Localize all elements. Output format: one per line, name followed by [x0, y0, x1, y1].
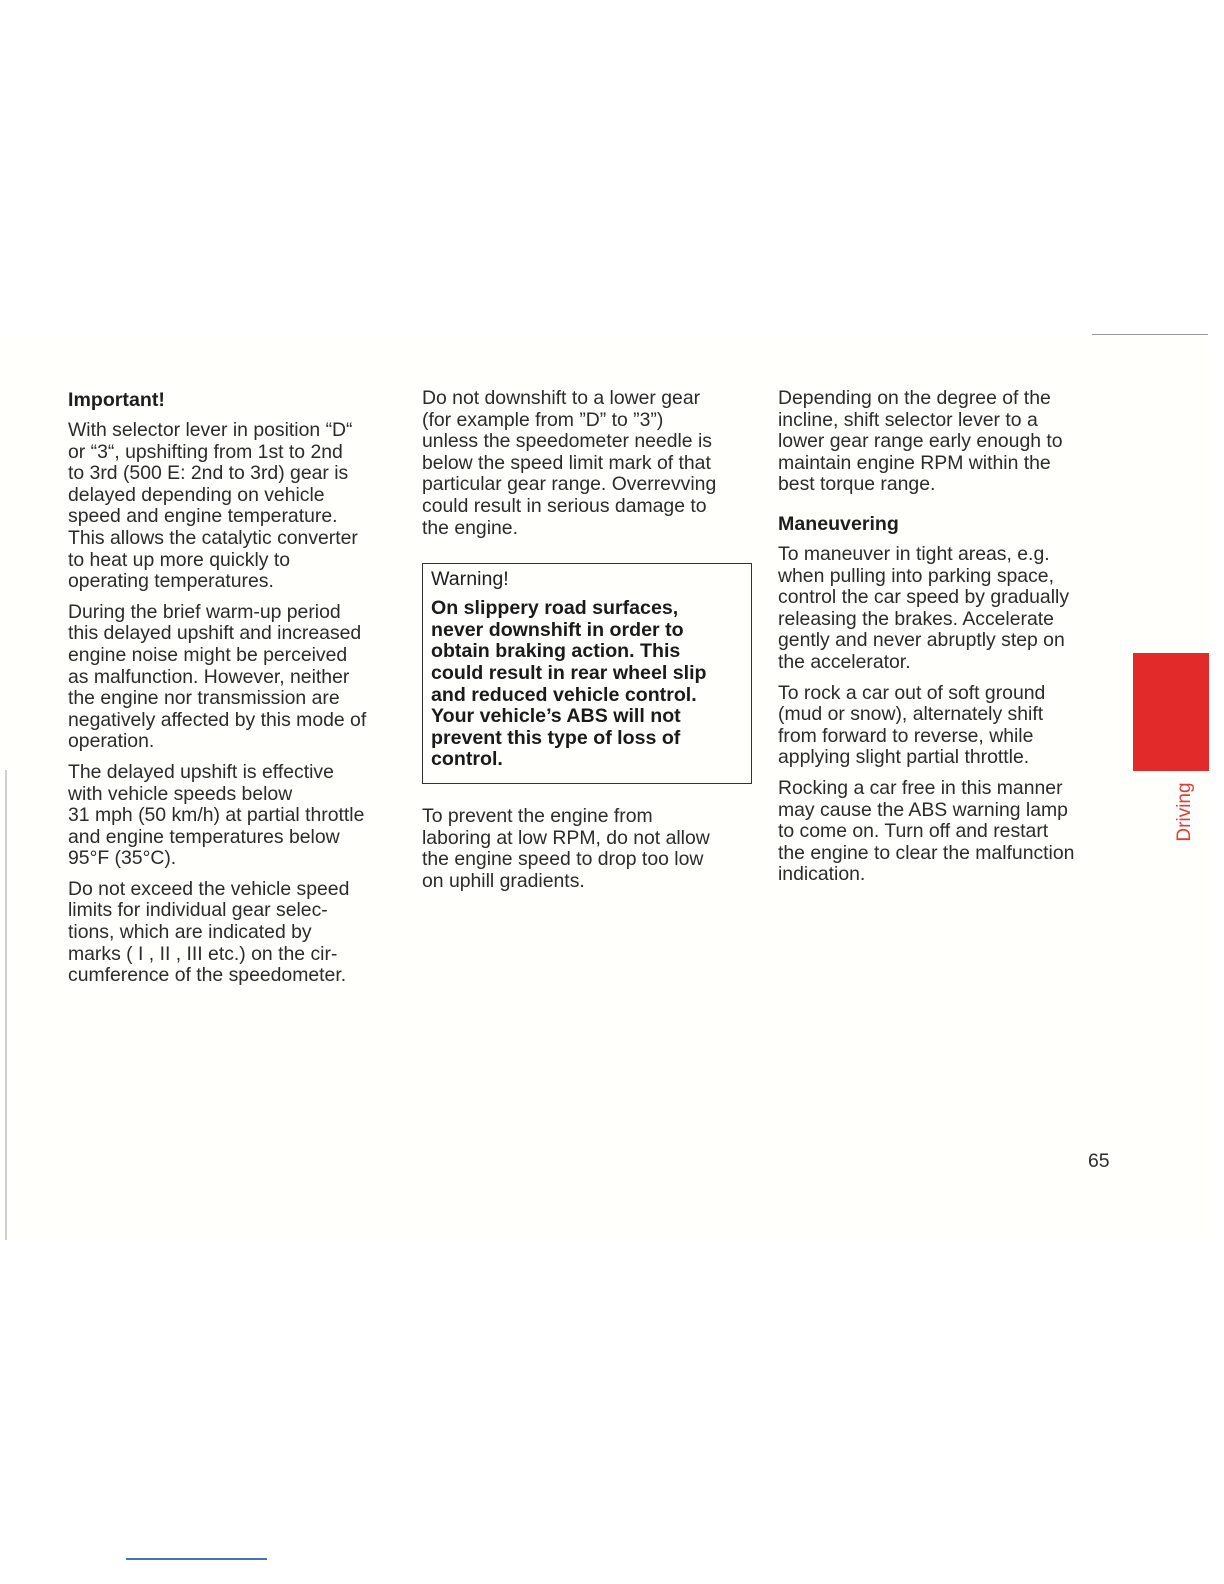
bottom-edge-line	[126, 1558, 267, 1560]
paragraph-abs-lamp: Rocking a car free in this manner may cause the ABS warning lamp to come on. Turn off and restart the engine to clear the malfunction indication.	[778, 776, 1075, 886]
column-important	[68, 388, 408, 996]
paragraph-engine-laboring: To prevent the engine from laboring at low RPM, do not allow the engine speed to drop too low on uphill gradients.	[422, 804, 710, 892]
paragraph-rocking: To rock a car out of soft ground (mud or snow), alternately shift from forward to reverse, while applying slight partial throttle.	[778, 681, 1046, 769]
binding-edge-line	[5, 770, 7, 1240]
section-label-driving: Driving	[1174, 782, 1195, 842]
paragraph-tight-areas: To maneuver in tight areas, e.g. when pulling into parking space, control the car speed by gradually releasing the brakes. Accelerate gently and never abruptly step on the accelerator.	[778, 542, 1070, 673]
warning-title: Warning!	[431, 568, 509, 591]
maneuvering-heading: Maneuvering	[778, 512, 899, 535]
section-tab-marker	[1133, 653, 1209, 771]
warning-box	[422, 563, 752, 784]
paragraph-selector-lever: With selector lever in position “D“ or “3“, upshifting from 1st to 2nd to 3rd (500 E: 2nd to 3rd) gear is delayed depending on vehicle speed and engine temperature. This allows the catalytic converter to heat up more quickly to operating temperatures.	[68, 419, 358, 593]
page-number: 65	[1088, 1150, 1110, 1172]
paragraph-incline: Depending on the degree of the incline, shift selector lever to a lower gear range early enough to maintain engine RPM within the best torque range.	[778, 387, 1063, 496]
column-maneuvering	[778, 388, 1123, 895]
top-edge-line	[1092, 334, 1208, 335]
paragraph-downshift: Do not downshift to a lower gear (for example from ”D” to ”3”) unless the speedometer needle is below the speed limit mark of that particular gear range. Overrevving could result in serious damage to the engine.	[422, 387, 717, 539]
important-heading: Important!	[68, 389, 165, 411]
paragraph-delayed-upshift: The delayed upshift is effective with vehicle speeds below 31 mph (50 km/h) at partial throttle and engine temperatures below 95°F (35°C).	[68, 760, 365, 870]
warning-text: On slippery road surfaces, never downshift in order to obtain braking action. This could result in rear wheel slip and reduced vehicle control. Your vehicle’s ABS will not prevent this type of loss of control.	[431, 597, 707, 771]
paragraph-speed-limits: Do not exceed the vehicle speed limits for individual gear selec- tions, which are indicated by marks ( I , II , III etc.) on the cir- cumference of the speedometer.	[68, 877, 350, 987]
paragraph-warm-up: During the brief warm-up period this delayed upshift and increased engine noise might be perceived as malfunction. However, neither the engine nor transmission are negatively affected by this mode of operation.	[68, 600, 367, 753]
column-downshift	[422, 388, 757, 901]
